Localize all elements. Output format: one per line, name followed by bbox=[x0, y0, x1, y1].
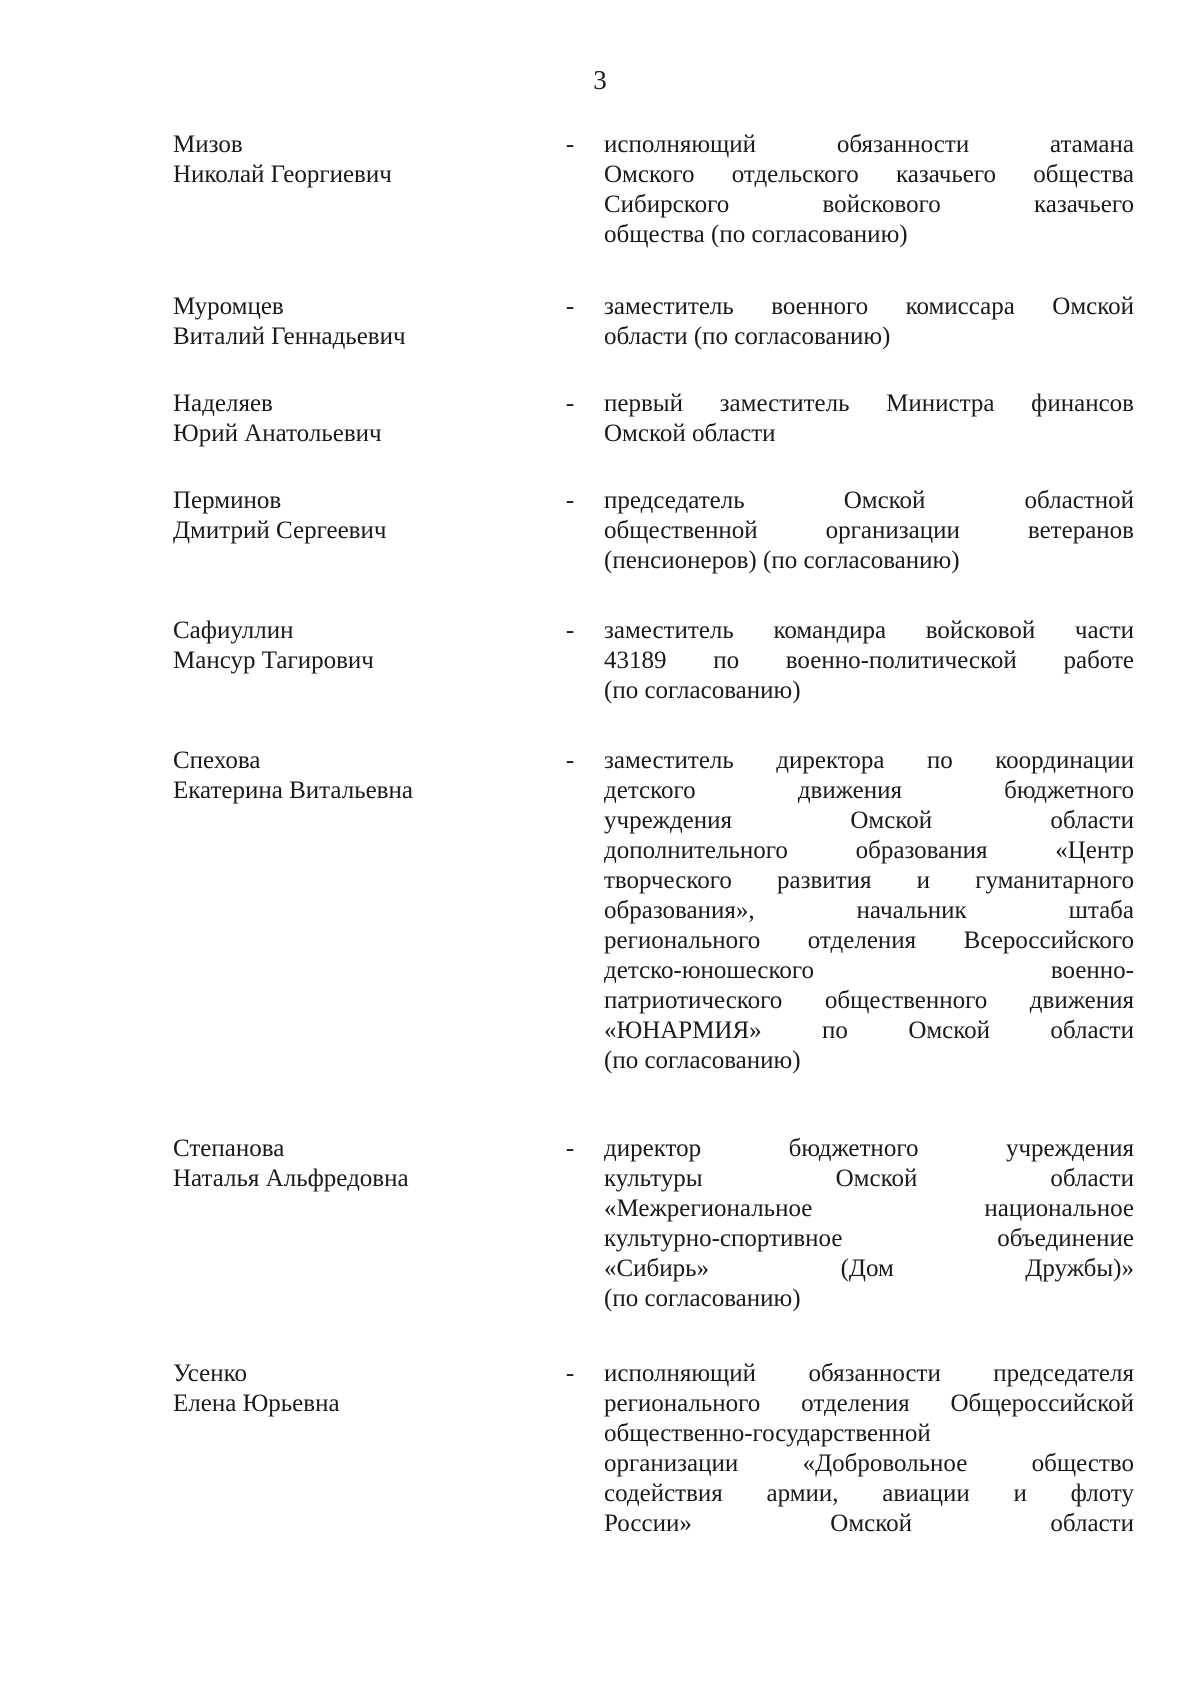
role-word: областной bbox=[1024, 487, 1134, 514]
role-line: (по согласованию) bbox=[604, 677, 801, 704]
role-word: директор bbox=[604, 1135, 702, 1162]
separator-dash: - bbox=[565, 390, 575, 417]
separator-dash: - bbox=[565, 131, 575, 158]
role-line bbox=[604, 1016, 1134, 1046]
separator-dash: - bbox=[565, 487, 575, 514]
role-word: Сибирского bbox=[604, 191, 730, 218]
role-word: координации bbox=[995, 747, 1134, 774]
role-line bbox=[604, 486, 1134, 516]
role-word: исполняющий bbox=[604, 1360, 757, 1387]
role-word: заместитель bbox=[604, 617, 734, 644]
role-word: области bbox=[1050, 807, 1134, 834]
role-word: организации bbox=[604, 1450, 739, 1477]
role-word: бюджетного bbox=[788, 1135, 919, 1162]
role-line: Омской области bbox=[604, 420, 776, 447]
role-word: общества bbox=[1033, 161, 1134, 188]
role-word: флоту bbox=[1070, 1480, 1134, 1507]
role-line bbox=[604, 130, 1134, 160]
role-line bbox=[604, 896, 1134, 926]
separator-dash: - bbox=[565, 1135, 575, 1162]
role-word: России» bbox=[604, 1510, 692, 1537]
role-word: казачьего bbox=[1033, 191, 1134, 218]
role-line: области (по согласованию) bbox=[604, 323, 891, 350]
role-word: культурно-спортивное bbox=[604, 1225, 843, 1252]
role-word: комиссара bbox=[905, 293, 1015, 320]
role-word: авиации bbox=[882, 1480, 970, 1507]
role-word: по bbox=[713, 647, 740, 674]
role-word: 43189 bbox=[604, 647, 667, 674]
role-word: творческого bbox=[604, 867, 732, 894]
role-word: Омской bbox=[835, 1165, 918, 1192]
member-name bbox=[173, 292, 533, 352]
role-word: Общероссийской bbox=[950, 1390, 1134, 1417]
member-role bbox=[604, 1359, 1134, 1539]
role-word: и bbox=[1013, 1480, 1027, 1507]
role-line bbox=[604, 926, 1134, 956]
role-line bbox=[604, 1389, 1134, 1419]
member-given-name: Екатерина Витальевна bbox=[173, 777, 413, 804]
role-word: войскового bbox=[822, 191, 941, 218]
member-role bbox=[604, 292, 1134, 352]
role-word: гуманитарного bbox=[975, 867, 1134, 894]
role-word: финансов bbox=[1031, 390, 1134, 417]
role-line bbox=[604, 1254, 1134, 1284]
role-line bbox=[604, 160, 1134, 190]
role-word: Омской bbox=[830, 1510, 912, 1537]
member-name bbox=[173, 389, 533, 449]
member-surname: Спехова bbox=[173, 747, 261, 774]
role-line bbox=[604, 190, 1134, 220]
role-word: организации bbox=[825, 517, 960, 544]
member-surname: Сафиуллин bbox=[173, 617, 294, 644]
member-role bbox=[604, 486, 1134, 576]
member-surname: Перминов bbox=[173, 487, 282, 514]
role-word: объединение bbox=[997, 1225, 1134, 1252]
member-surname: Мизов bbox=[173, 131, 243, 158]
member-surname: Наделяев bbox=[173, 390, 273, 417]
role-word: патриотического bbox=[604, 987, 783, 1014]
page-number: 3 bbox=[593, 65, 607, 95]
role-word: заместитель bbox=[604, 293, 734, 320]
role-line bbox=[604, 1359, 1134, 1389]
role-word: первый bbox=[604, 390, 683, 417]
separator-dash: - bbox=[565, 1360, 575, 1387]
role-word: регионального bbox=[604, 927, 761, 954]
role-word: области bbox=[1050, 1165, 1134, 1192]
member-given-name: Наталья Альфредовна bbox=[173, 1165, 409, 1192]
role-word: дополнительного bbox=[604, 837, 788, 864]
role-word: регионального bbox=[604, 1390, 761, 1417]
role-word: Омской bbox=[850, 807, 933, 834]
member-role bbox=[604, 616, 1134, 706]
role-word: части bbox=[1074, 617, 1134, 644]
role-line bbox=[604, 1164, 1134, 1194]
role-word: Всероссийского bbox=[963, 927, 1134, 954]
member-name bbox=[173, 746, 533, 806]
role-word: отделения bbox=[807, 927, 917, 954]
separator-dash: - bbox=[565, 747, 575, 774]
role-word: заместитель bbox=[719, 390, 850, 417]
role-word: «Добровольное bbox=[802, 1450, 968, 1477]
role-word: отделения bbox=[801, 1390, 910, 1417]
member-role bbox=[604, 746, 1134, 1076]
role-word: исполняющий bbox=[604, 131, 757, 158]
role-word: «Центр bbox=[1055, 837, 1134, 864]
role-word: учреждения bbox=[604, 807, 733, 834]
role-line bbox=[604, 292, 1134, 322]
role-line: (по согласованию) bbox=[604, 1285, 801, 1312]
separator-dash: - bbox=[565, 293, 575, 320]
role-word: области bbox=[1050, 1510, 1134, 1537]
role-line: общества (по согласованию) bbox=[604, 221, 908, 248]
role-line bbox=[604, 1479, 1134, 1509]
role-word: национальное bbox=[984, 1195, 1134, 1222]
member-given-name: Дмитрий Сергеевич bbox=[173, 517, 387, 544]
role-line bbox=[604, 1194, 1134, 1224]
role-line bbox=[604, 956, 1134, 986]
role-word: образования bbox=[855, 837, 988, 864]
role-word: «Сибирь» bbox=[604, 1255, 710, 1282]
role-word: штаба bbox=[1068, 897, 1134, 924]
role-line bbox=[604, 646, 1134, 676]
role-line bbox=[604, 806, 1134, 836]
role-word: общественного bbox=[824, 987, 988, 1014]
role-line bbox=[604, 1449, 1134, 1479]
role-word: культуры bbox=[604, 1165, 703, 1192]
role-word: детско-юношеского bbox=[604, 957, 814, 984]
role-word: военно- bbox=[1050, 957, 1134, 984]
role-line bbox=[604, 616, 1134, 646]
role-word: общественной bbox=[604, 517, 758, 544]
role-word: директора bbox=[776, 747, 885, 774]
role-word: содействия bbox=[604, 1480, 723, 1507]
role-word: армии, bbox=[766, 1480, 839, 1507]
role-word: «Межрегиональное bbox=[604, 1195, 813, 1222]
role-word: учреждения bbox=[1005, 1135, 1134, 1162]
role-word: Омской bbox=[843, 487, 926, 514]
role-word: «ЮНАРМИЯ» bbox=[604, 1017, 762, 1044]
role-word: детского bbox=[604, 777, 696, 804]
role-word: обязанности bbox=[808, 1360, 941, 1387]
member-name bbox=[173, 130, 533, 190]
member-name bbox=[173, 1359, 533, 1419]
role-word: атамана bbox=[1050, 131, 1134, 158]
separator-dash: - bbox=[565, 617, 575, 644]
role-word: обязанности bbox=[836, 131, 970, 158]
role-word: Омского bbox=[604, 161, 695, 188]
role-word: Министра bbox=[886, 390, 995, 417]
member-given-name: Николай Георгиевич bbox=[173, 161, 392, 188]
role-line bbox=[604, 1134, 1134, 1164]
role-word: образования», bbox=[604, 897, 755, 924]
member-name bbox=[173, 486, 533, 546]
role-word: области bbox=[1050, 1017, 1134, 1044]
member-given-name: Юрий Анатольевич bbox=[173, 420, 382, 447]
role-word: и bbox=[916, 867, 931, 894]
role-word: заместитель bbox=[604, 747, 734, 774]
role-word: общество bbox=[1031, 1450, 1134, 1477]
member-role bbox=[604, 1134, 1134, 1314]
role-word: по bbox=[926, 747, 953, 774]
role-line bbox=[604, 986, 1134, 1016]
role-word: развития bbox=[777, 867, 872, 894]
member-name bbox=[173, 616, 533, 676]
role-word: Омской bbox=[908, 1017, 991, 1044]
member-surname: Степанова bbox=[173, 1135, 285, 1162]
role-line bbox=[604, 866, 1134, 896]
role-line bbox=[604, 1509, 1134, 1539]
role-line bbox=[604, 776, 1134, 806]
role-word: отдельского bbox=[731, 161, 859, 188]
role-word: войсковой bbox=[925, 617, 1036, 644]
role-line bbox=[604, 746, 1134, 776]
role-word: движения bbox=[1029, 987, 1134, 1014]
member-name bbox=[173, 1134, 533, 1194]
role-line bbox=[604, 836, 1134, 866]
member-role bbox=[604, 130, 1134, 250]
role-word: начальник bbox=[856, 897, 967, 924]
role-line: (пенсионеров) (по согласованию) bbox=[604, 547, 960, 574]
role-line bbox=[604, 516, 1134, 546]
role-word: (Дом bbox=[840, 1255, 894, 1282]
role-word: военно-политической bbox=[785, 647, 1017, 674]
role-word: военного bbox=[771, 293, 869, 320]
role-word: ветеранов bbox=[1027, 517, 1134, 544]
role-word: Дружбы)» bbox=[1025, 1255, 1134, 1282]
member-given-name: Мансур Тагирович bbox=[173, 647, 374, 674]
role-line bbox=[604, 1224, 1134, 1254]
role-line: (по согласованию) bbox=[604, 1047, 801, 1074]
member-given-name: Елена Юрьевна bbox=[173, 1390, 340, 1417]
role-word: Омской bbox=[1052, 293, 1134, 320]
member-surname: Усенко bbox=[173, 1360, 247, 1387]
role-word: командира bbox=[773, 617, 887, 644]
member-role bbox=[604, 389, 1134, 449]
member-given-name: Виталий Геннадьевич bbox=[173, 323, 406, 350]
role-word: бюджетного bbox=[1004, 777, 1134, 804]
role-word: казачьего bbox=[895, 161, 997, 188]
role-line bbox=[604, 389, 1134, 419]
role-word: работе bbox=[1063, 647, 1134, 674]
role-word: председатель bbox=[604, 487, 745, 514]
role-word: движения bbox=[797, 777, 903, 804]
role-word: председателя bbox=[993, 1360, 1134, 1387]
member-surname: Муромцев bbox=[173, 293, 284, 320]
role-word: по bbox=[822, 1017, 848, 1044]
role-line: общественно-государственной bbox=[604, 1420, 931, 1447]
